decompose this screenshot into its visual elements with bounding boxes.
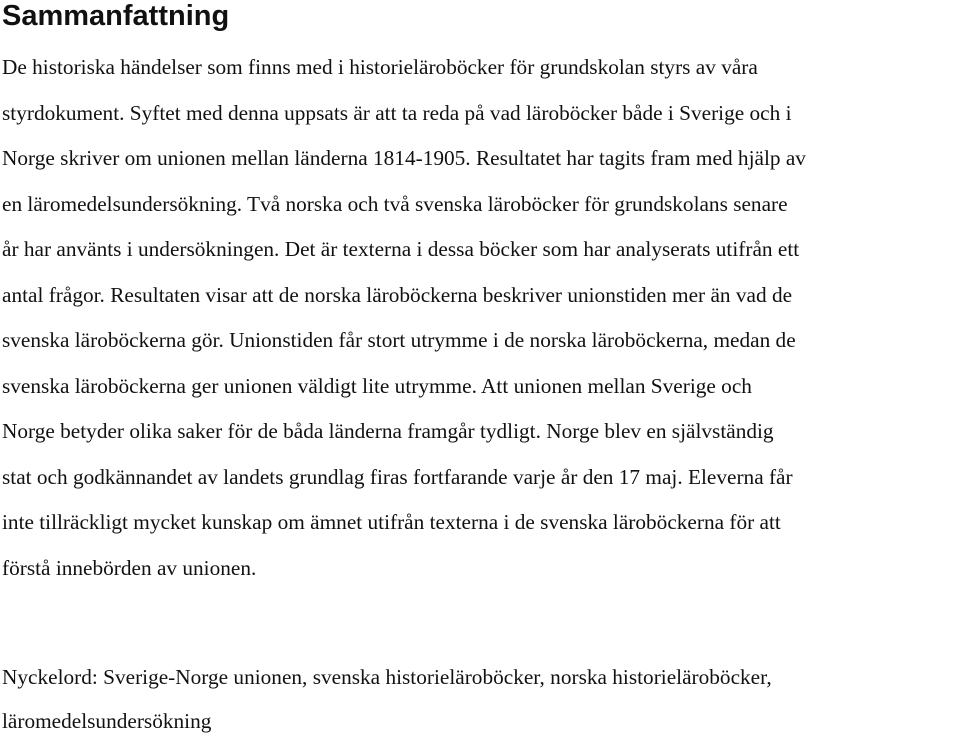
keywords-line: läromedelsundersökning xyxy=(2,709,212,733)
summary-paragraph xyxy=(2,45,958,591)
summary-line: år har använts i undersökningen. Det är texterna i dessa böcker som har analyserats utifrån ett xyxy=(2,237,800,261)
summary-line: Norge betyder olika saker för de båda länderna framgår tydligt. Norge blev en självständig xyxy=(2,419,774,443)
keywords-paragraph xyxy=(2,655,958,743)
summary-line: svenska läroböckerna gör. Unionstiden får stort utrymme i de norska läroböckerna, medan de xyxy=(2,328,796,352)
summary-line: styrdokument. Syftet med denna uppsats är att ta reda på vad läroböcker både i Sverige och i xyxy=(2,100,792,125)
keywords-line: Nyckelord: Sverige-Norge unionen, svenska historieläroböcker, norska historieläroböcker, xyxy=(2,665,772,689)
summary-line: inte tillräckligt mycket kunskap om ämnet utifrån texterna i de svenska läroböckerna för att xyxy=(2,510,781,534)
summary-line: stat och godkännandet av landets grundlag firas fortfarande varje år den 17 maj. Eleverna får xyxy=(2,464,793,489)
summary-line: antal frågor. Resultaten visar att de norska läroböckerna beskriver unionstiden mer än vad de xyxy=(2,282,793,307)
page-title: Sammanfattning xyxy=(2,0,230,32)
summary-line: en läromedelsundersökning. Två norska och två svenska läroböcker för grundskolans senare xyxy=(2,191,788,216)
summary-line: svenska läroböckerna ger unionen väldigt lite utrymme. Att unionen mellan Sverige och xyxy=(2,373,752,398)
summary-line: De historiska händelser som finns med i historieläroböcker för grundskolan styrs av våra xyxy=(2,55,758,79)
summary-line: Norge skriver om unionen mellan länderna 1814-1905. Resultatet har tagits fram med hjälp av xyxy=(2,146,806,170)
summary-line: förstå innebörden av unionen. xyxy=(2,555,257,580)
